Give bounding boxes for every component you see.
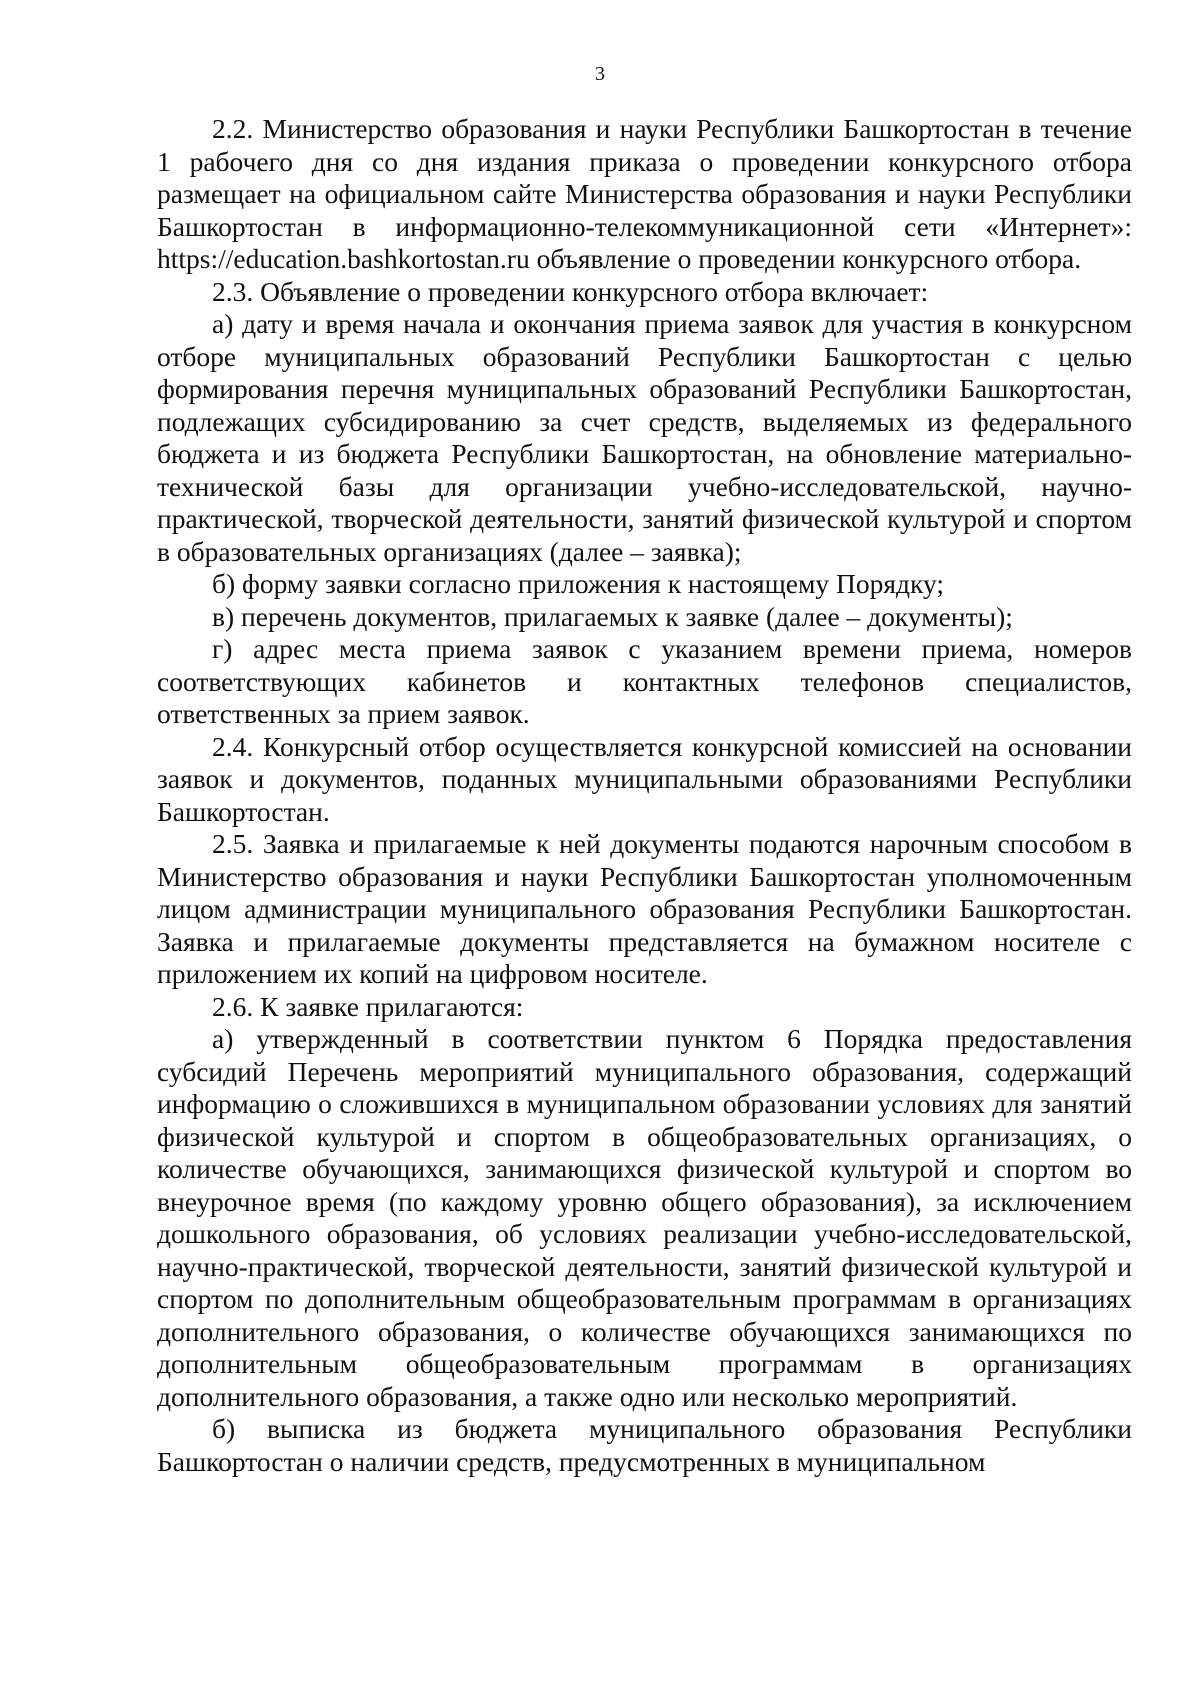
page-number: 3 bbox=[595, 63, 605, 85]
paragraph-2-3-g: г) адрес места приема заявок с указанием времени приема, номеров соответствующих кабинетов и контактных телефонов специалистов, ответственных за прием заявок. bbox=[157, 633, 1132, 729]
document-body bbox=[157, 113, 1132, 1478]
paragraph-2-3-b: б) форму заявки согласно приложения к настоящему Порядку; bbox=[212, 568, 944, 599]
paragraph-2-6-b: б) выписка из бюджета муниципального образования Республики Башкортостан о наличии средств, предусмотренных в муниципальном bbox=[157, 1413, 1132, 1477]
paragraph-2-4: 2.4. Конкурсный отбор осуществляется конкурсной комиссией на основании заявок и документов, поданных муниципальными образованиями Республики Башкортостан. bbox=[157, 730, 1132, 827]
paragraph-2-5: 2.5. Заявка и прилагаемые к ней документы подаются нарочным способом в Министерство образования и науки Республики Башкортостан уполномоченным лицом администрации муниципального образования Республики Башкортостан. Заявка и прилагаемые документы представляется на бумажном носителе с приложением их копий на цифровом носителе. bbox=[157, 828, 1132, 989]
paragraph-2-3-v: в) перечень документов, прилагаемых к заявке (далее – документы); bbox=[212, 600, 1013, 632]
paragraph-2-6: 2.6. К заявке прилагаются: bbox=[212, 990, 524, 1022]
paragraph-2-6-a: а) утвержденный в соответствии пунктом 6 Порядка предоставления субсидий Перечень мероприятий муниципального образования, содержащий информацию о сложившихся в муниципальном образовании условиях для занятий физической культурой и спортом в общеобразовательных организациях, о количестве обучающихся, занимающихся физической культурой и спортом во внеурочное время (по каждому уровню общего образования), за исключением дошкольного образования, об условиях реализации учебно-исследовательской, научно-практической, творческой деятельности, занятий физической культурой и спортом по дополнительным общеобразовательным программам в организациях дополнительного образования, о количестве обучающихся занимающихся по дополнительным общеобразовательным программам в организациях дополнительного образования, а также одно или несколько мероприятий. bbox=[157, 1023, 1132, 1412]
paragraph-2-2: 2.2. Министерство образования и науки Республики Башкортостан в течение 1 рабочего дня со дня издания приказа о проведении конкурсного отбора размещает на официальном сайте Министерства образования и науки Республики Башкортостан в информационно-телекоммуникационной сети «Интернет»: https://education.bashkortostan.ru объявление о проведении конкурсного отбора. bbox=[157, 113, 1132, 274]
paragraph-2-3-a: а) дату и время начала и окончания приема заявок для участия в конкурсном отборе муниципальных образований Республики Башкортостан с целью формирования перечня муниципальных образований Республики Башкортостан, подлежащих субсидированию за счет средств, выделяемых из федерального бюджета и из бюджета Республики Башкортостан, на обновление материально-технической базы для организации учебно-исследовательской, научно-практической, творческой деятельности, занятий физической культурой и спортом в образовательных организациях (далее – заявка); bbox=[157, 308, 1132, 567]
paragraph-2-3: 2.3. Объявление о проведении конкурсного отбора включает: bbox=[212, 275, 929, 307]
